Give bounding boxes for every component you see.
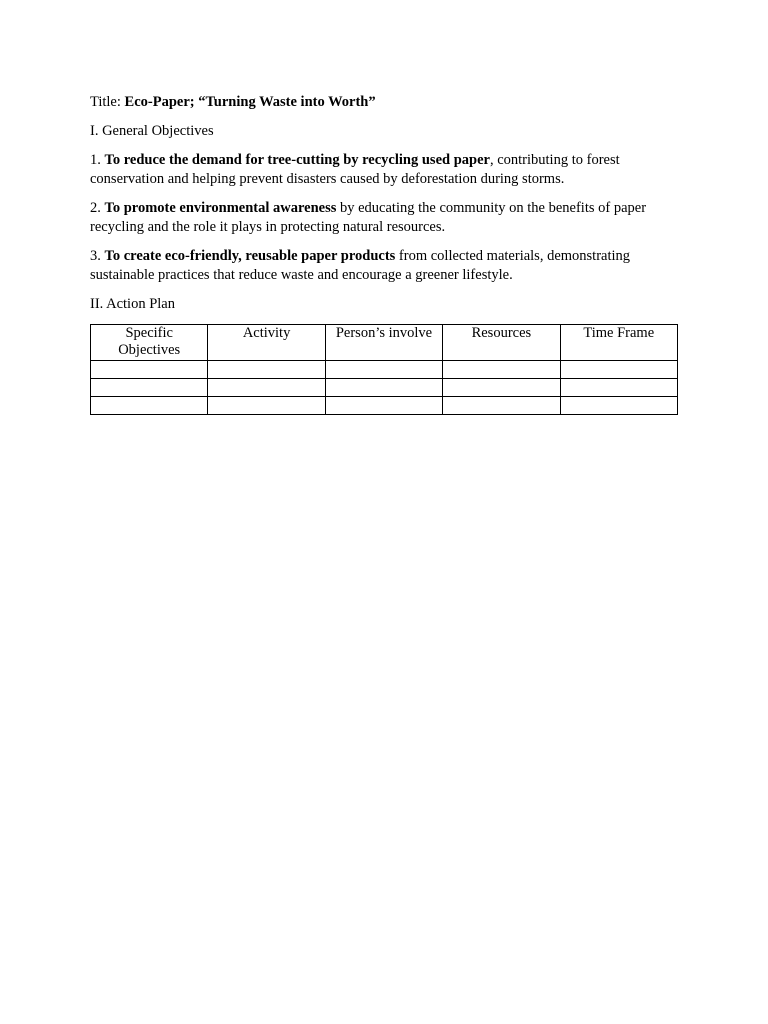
action-plan-heading: II. Action Plan [90,296,175,312]
table-cell [208,379,325,397]
objective-item [90,151,680,189]
table-cell [443,361,560,379]
table-cell [443,379,560,397]
objective-number: 3. [90,248,105,264]
header-activity: Activity [208,325,325,361]
table-cell [560,379,677,397]
table-cell [208,361,325,379]
general-objectives-heading: I. General Objectives [90,123,214,139]
document-title [90,93,680,112]
title-prefix: Title: [90,94,125,110]
objective-number: 2. [90,200,105,216]
table-row [91,361,678,379]
table-cell [560,397,677,415]
table-row [91,397,678,415]
table-cell [325,397,442,415]
objective-rest-text: , contributing to forest conservation and helping prevent disasters caused by deforestation during storms. [90,152,620,187]
objective-rest-text: by educating the community on the benefits of paper recycling and the role it plays in protecting natural resources. [90,200,647,235]
objective-item [90,199,680,237]
table-cell [325,361,442,379]
table-row [91,379,678,397]
header-persons-involve: Person’s involve [325,325,442,361]
objective-bold-text: To create eco-friendly, reusable paper products [104,248,396,264]
header-time-frame: Time Frame [560,325,677,361]
action-plan-table [90,324,678,415]
header-resources: Resources [443,325,560,361]
objective-bold-text: To promote environmental awareness [104,200,337,216]
table-cell [91,379,208,397]
table-cell [443,397,560,415]
header-specific-objectives: Specific Objectives [91,325,208,361]
title-text: Eco-Paper; “Turning Waste into Worth” [124,94,376,110]
objective-rest-text: from collected materials, demonstrating sustainable practices that reduce waste and encourage a greener lifestyle. [90,248,631,283]
table-cell [560,361,677,379]
objective-item [90,247,680,285]
table-cell [208,397,325,415]
objective-bold-text: To reduce the demand for tree-cutting by recycling used paper [104,152,490,168]
table-cell [325,379,442,397]
table-header-row [91,325,678,361]
table-cell [91,361,208,379]
objective-number: 1. [90,152,105,168]
table-cell [91,397,208,415]
document-page [90,93,680,415]
